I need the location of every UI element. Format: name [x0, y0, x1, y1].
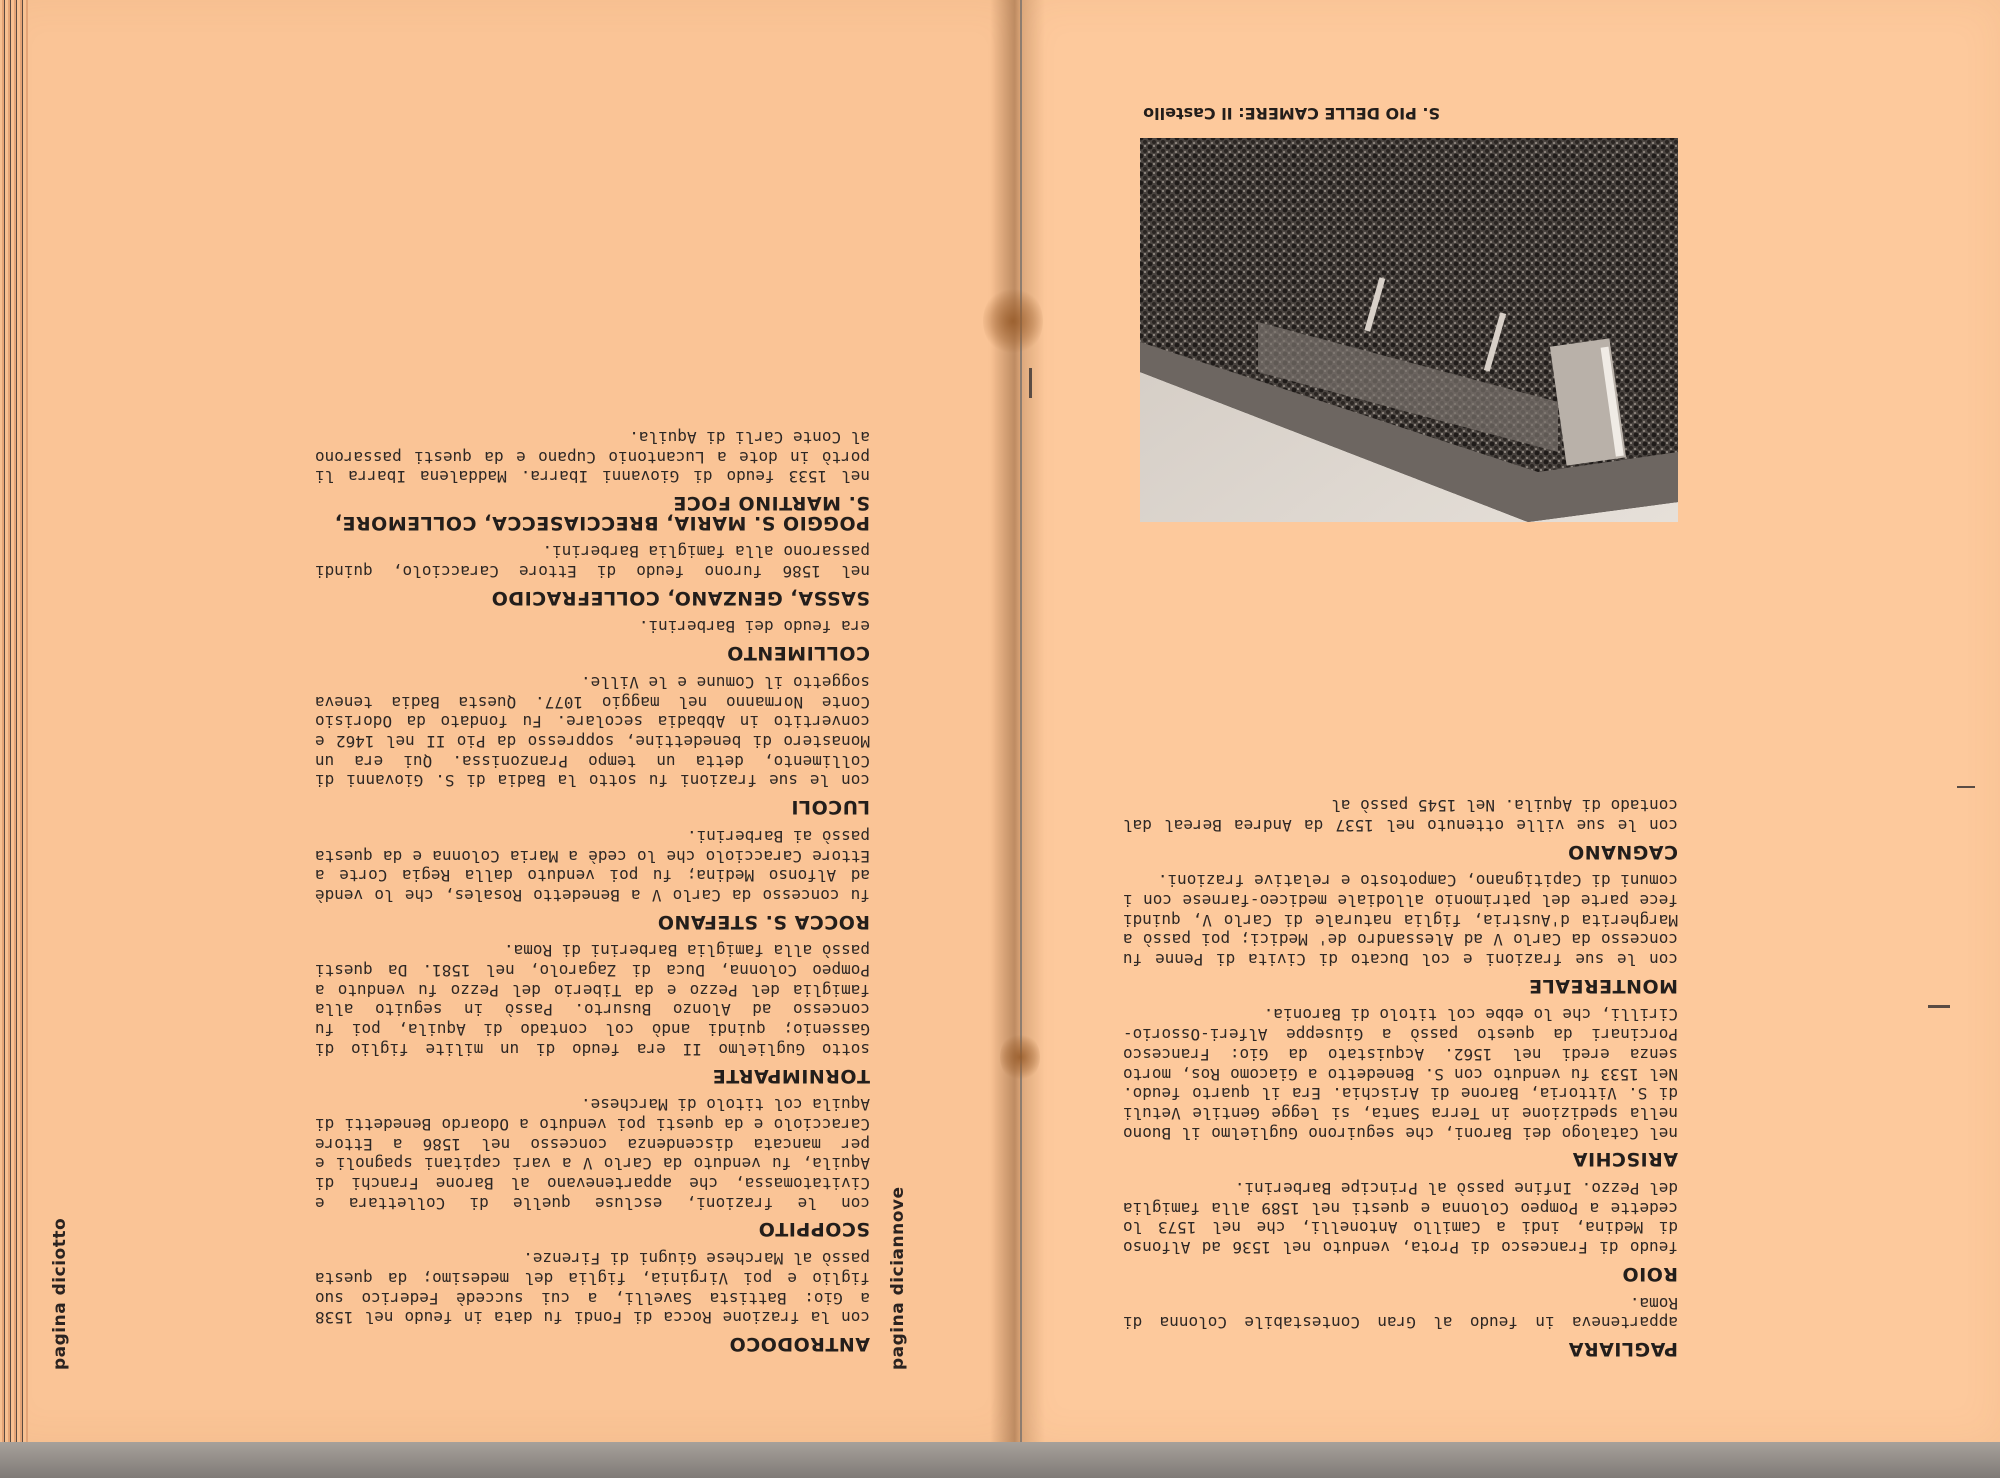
running-head-diciannove: pagina diciannove	[888, 1186, 908, 1370]
section-title: SCOPPITO	[758, 1218, 870, 1241]
section-body: era feudo dei Barberini.	[638, 617, 870, 637]
section-antrodoco	[315, 1248, 870, 1353]
section-body: con le sue frazioni e col Ducato di Civita di Penne fu concesso da Carlo V ad Alessandro de' Medici; poi passò a Margherita d'Austria, figlia naturale di Carlo V, quindi fece parte del patrimonio allodiale mediceo-farnese con i comuni di Capitignano, Campotosto e relative frazioni.	[1123, 871, 1678, 970]
photo-caption: S. PIO DELLE CAMERE: Il Castello	[1143, 104, 1440, 123]
section-title: LUCOLI	[790, 796, 870, 819]
section-body: nel Catalogo dei Baroni, che seguirono Guglielmo il Buono nella spedizione in Terra Santa, si legge Gentile Vetuli di S. Vittoria, Barone di Arischia. Era il quarto feudo. Nel 1533 fu venduto con S. Benedetto a Giacomo Ros, morto senza eredi nel 1562. Acquistato da Gio: Francesco Porcinari da questo passò a Giuseppe Alferi-Ossorio-Cirilli, che lo ebbe col titolo di Baronia.	[1123, 1005, 1678, 1143]
section-sassa	[315, 542, 870, 607]
section-title: COLLIMENTO	[726, 642, 870, 665]
section-body: nel 1533 feudo di Giovanni Ibarra. Maddalena Ibarra li portò in dote a Lucantonio Cupano e da questi passarono al Conte Carli di Aquila.	[315, 427, 870, 487]
section-rocca-s-stefano	[315, 826, 870, 931]
section-title: TORNIMPARTE	[712, 1064, 870, 1087]
section-pagliara	[1123, 1293, 1678, 1358]
castle-photo	[1140, 138, 1678, 522]
binding-stain	[983, 286, 1043, 356]
section-body: con le frazioni, escluse quelle di Collettara e Civitatomassa, che appartenevano al Barone Franchi di Aquila, fu venduto da Carlo V a vari capitani spagnoli e per mancata discendenza concesso nel 1586 a Ettore Caracciolo e da questi poi venduto a Odoardo Benedetti di Aquila col titolo di Marchese.	[315, 1095, 870, 1213]
section-body: nel 1586 furono feudo di Ettore Caracciolo, quindi passarono alla famiglia Barberini.	[315, 542, 870, 582]
page-mark	[1957, 786, 1975, 788]
section-tornimparte	[315, 941, 870, 1085]
section-body: sotto Guglielmo II era feudo di un milite figlio di Gassenio; quindi andò col contado di Aquila, poi fu concesso ad Alonzo Busurto. Passò in seguito alla famiglia del Pezzo e da Tiberio del Pezzo fu venduto a Pompeo Colonna, Duca di Zagarolo, nel 1581. Da questi passò alla famiglia Barberini di Roma.	[315, 941, 870, 1059]
section-body: con le sue ville ottenuto nel 1537 da Andrea Bereal dal contado di Aquila. Nel 1545 passò al	[1123, 796, 1678, 835]
section-cagnano	[1123, 795, 1678, 863]
section-title: CAGNANO	[1567, 840, 1678, 863]
section-lucoli	[315, 672, 870, 819]
section-roio	[1123, 1178, 1678, 1283]
section-title: SASSA, GENZANO, COLLEFRACIDO	[491, 586, 870, 609]
section-body: feudo di Francesco di Prota, venduto nel 1536 ad Alfonso di Medina, indi a Camillo Antonelli, che nel 1573 lo cedette a Pompeo Colonna e questi nel 1589 alla famiglia del Pezzo. Infine passò al Principe Barberini.	[1123, 1179, 1678, 1258]
scan-background	[0, 1442, 2000, 1478]
section-title: ARISCHIA	[1572, 1148, 1678, 1171]
section-montereale	[1123, 871, 1678, 995]
section-title: ROIO	[1621, 1262, 1678, 1285]
binding-thread	[1029, 368, 1032, 398]
castle-photo-illustration	[1140, 138, 1678, 522]
book-gutter	[990, 0, 1045, 1442]
section-scoppito	[315, 1095, 870, 1239]
column-diciannove	[1123, 791, 1678, 1368]
section-title: PAGLIARA	[1568, 1338, 1678, 1360]
section-title: MONTEREALE	[1528, 974, 1678, 997]
section-body: con le sue frazioni fu sotto la Badia di S. Giovanni di Collimento, detta un tempo Pranzonissa. Qui era un Monastero di benedettine, soppresso da Pio II nel 1462 e convertito in Abbadia secolare. Fu fondato da Odorisio Conte Normanno nel maggio 1077. Questa Badia teneva soggetto il Comune e le Ville.	[315, 672, 870, 791]
section-body: con la frazione Rocca di Fondi fu data in feudo nel 1538 a Gio: Battista Savelli, a cui succedè Federico suo figlio e poi Virginia, figlia del medesimo; da questa passò al Marchese Giugni di Firenze.	[315, 1249, 870, 1328]
section-arischia	[1123, 1005, 1678, 1169]
section-title: ANTRODOCO	[729, 1333, 870, 1355]
section-body: apparteneva in feudo al Gran Contestabile Colonna di Roma.	[1123, 1293, 1678, 1333]
section-collimento	[315, 617, 870, 665]
section-body: fu concesso da Carlo V a Benedetto Rosales, che lo vendè ad Alfonso Medina; fu poi venduto dalla Regia Corte a Ettore Caracciolo che lo cedè a Maria Colonna e da questa passò ai Barberini.	[315, 826, 870, 905]
page-mark	[1928, 1005, 1950, 1008]
section-title: POGGIO S. MARIA, BRECCIASECCA, COLLEMORE, S. MARTINO FOCE	[334, 491, 870, 534]
section-title: ROCCA S. STEFANO	[657, 910, 870, 933]
binding-stain	[1000, 1032, 1040, 1082]
running-head-diciotto: pagina diciotto	[50, 1217, 70, 1370]
section-poggio-s-maria	[315, 427, 870, 532]
column-diciotto	[315, 423, 870, 1363]
page-edges	[0, 0, 28, 1442]
